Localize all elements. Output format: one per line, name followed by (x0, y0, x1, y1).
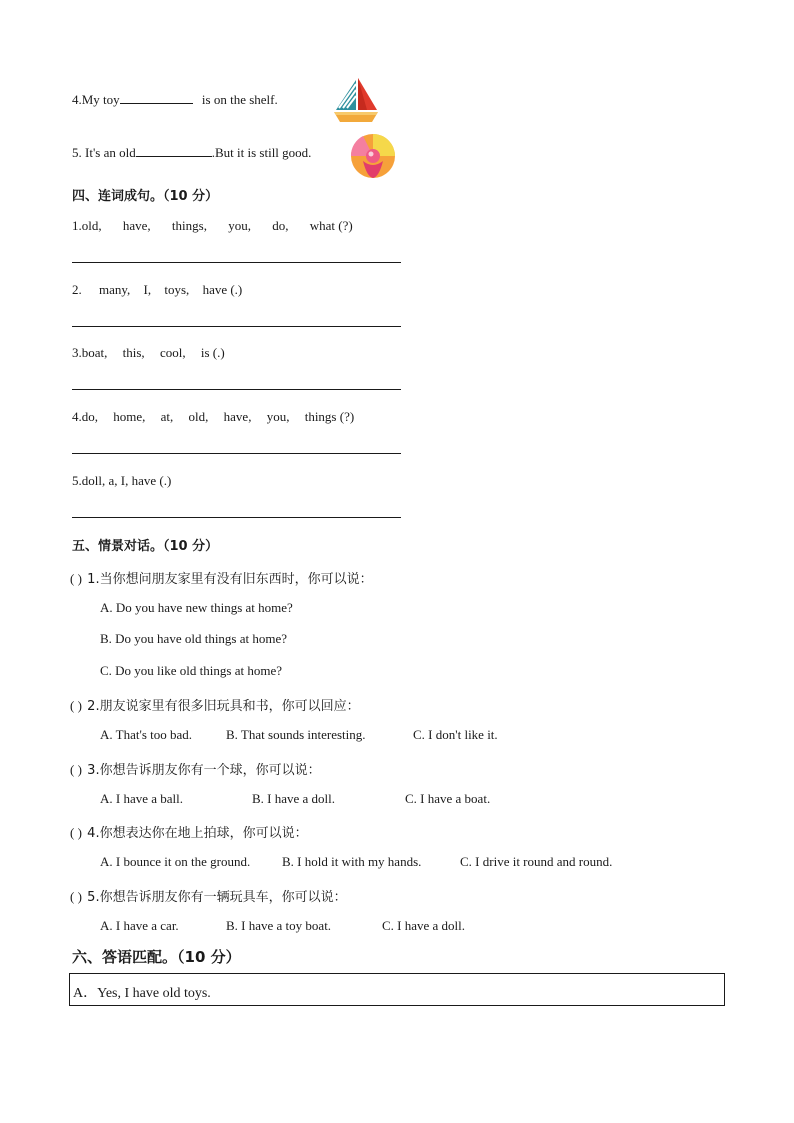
option-1a: A. Do you have new things at home? (100, 600, 293, 615)
option-4b: B. I hold it with my hands. (282, 854, 422, 869)
match-option-a: A．Yes, I have old toys. (73, 986, 211, 1001)
question-5-fill: 5. It's an old .But it is still good. (72, 145, 312, 160)
option-2b: B. That sounds interesting. (226, 727, 366, 742)
option-1b: B. Do you have old things at home? (100, 631, 288, 646)
option-3a: A. I have a ball. (100, 791, 184, 806)
answer-line-2[interactable] (72, 326, 401, 327)
answer-paren[interactable]: ( ) (70, 825, 82, 840)
sailboat-picture (331, 74, 381, 124)
option-5b: B. I have a toy boat. (226, 918, 332, 933)
question-4-fill: 4.My toy is on the shelf. (72, 92, 278, 107)
ball-picture (349, 131, 397, 181)
dialogue-question-5: ( ) 5.你想告诉朋友你有一辆玩具车，你可以说： (70, 889, 347, 905)
section-4-title: 四、连词成句。（10 分） (72, 189, 219, 204)
answer-line-4[interactable] (72, 453, 401, 454)
option-3b: B. I have a doll. (252, 791, 336, 806)
answer-blank-5[interactable] (136, 144, 212, 157)
answer-paren[interactable]: ( ) (70, 698, 82, 713)
answer-paren[interactable]: ( ) (70, 762, 82, 777)
answer-line-3[interactable] (72, 389, 401, 390)
answer-paren[interactable]: ( ) (70, 889, 82, 904)
option-5c: C. I have a doll. (382, 918, 466, 933)
scramble-item-1: 1.old, have, things, you, do, what (?) (72, 218, 353, 233)
answer-line-5[interactable] (72, 517, 401, 518)
option-4a: A. I bounce it on the ground. (100, 854, 251, 869)
dialogue-question-3: ( ) 3.你想告诉朋友你有一个球，你可以说： (70, 762, 321, 778)
answer-line-1[interactable] (72, 262, 401, 263)
scramble-item-2: 2. many, I, toys, have (.) (72, 282, 243, 297)
answer-blank-4[interactable] (120, 91, 193, 104)
answer-paren[interactable]: ( ) (70, 571, 82, 586)
option-2c: C. I don't like it. (413, 727, 498, 742)
option-1c: C. Do you like old things at home? (100, 663, 282, 678)
option-4c: C. I drive it round and round. (460, 854, 613, 869)
dialogue-question-4: ( ) 4.你想表达你在地上拍球，你可以说： (70, 825, 308, 841)
section-6-title: 六、答语匹配。（10 分） (72, 948, 241, 966)
section-5-title: 五、情景对话。（10 分） (72, 539, 219, 554)
dialogue-question-1: ( ) 1.当你想问朋友家里有没有旧东西时，你可以说： (70, 571, 373, 587)
option-3c: C. I have a boat. (405, 791, 491, 806)
scramble-item-3: 3.boat, this, cool, is (.) (72, 345, 225, 360)
scramble-item-4: 4.do, home, at, old, have, you, things (?) (72, 409, 355, 424)
dialogue-question-2: ( ) 2.朋友说家里有很多旧玩具和书，你可以回应： (70, 698, 360, 714)
option-5a: A. I have a car. (100, 918, 179, 933)
scramble-item-5: 5.doll, a, I, have (.) (72, 473, 172, 488)
answer-match-box (69, 973, 725, 1006)
option-2a: A. That's too bad. (100, 727, 193, 742)
